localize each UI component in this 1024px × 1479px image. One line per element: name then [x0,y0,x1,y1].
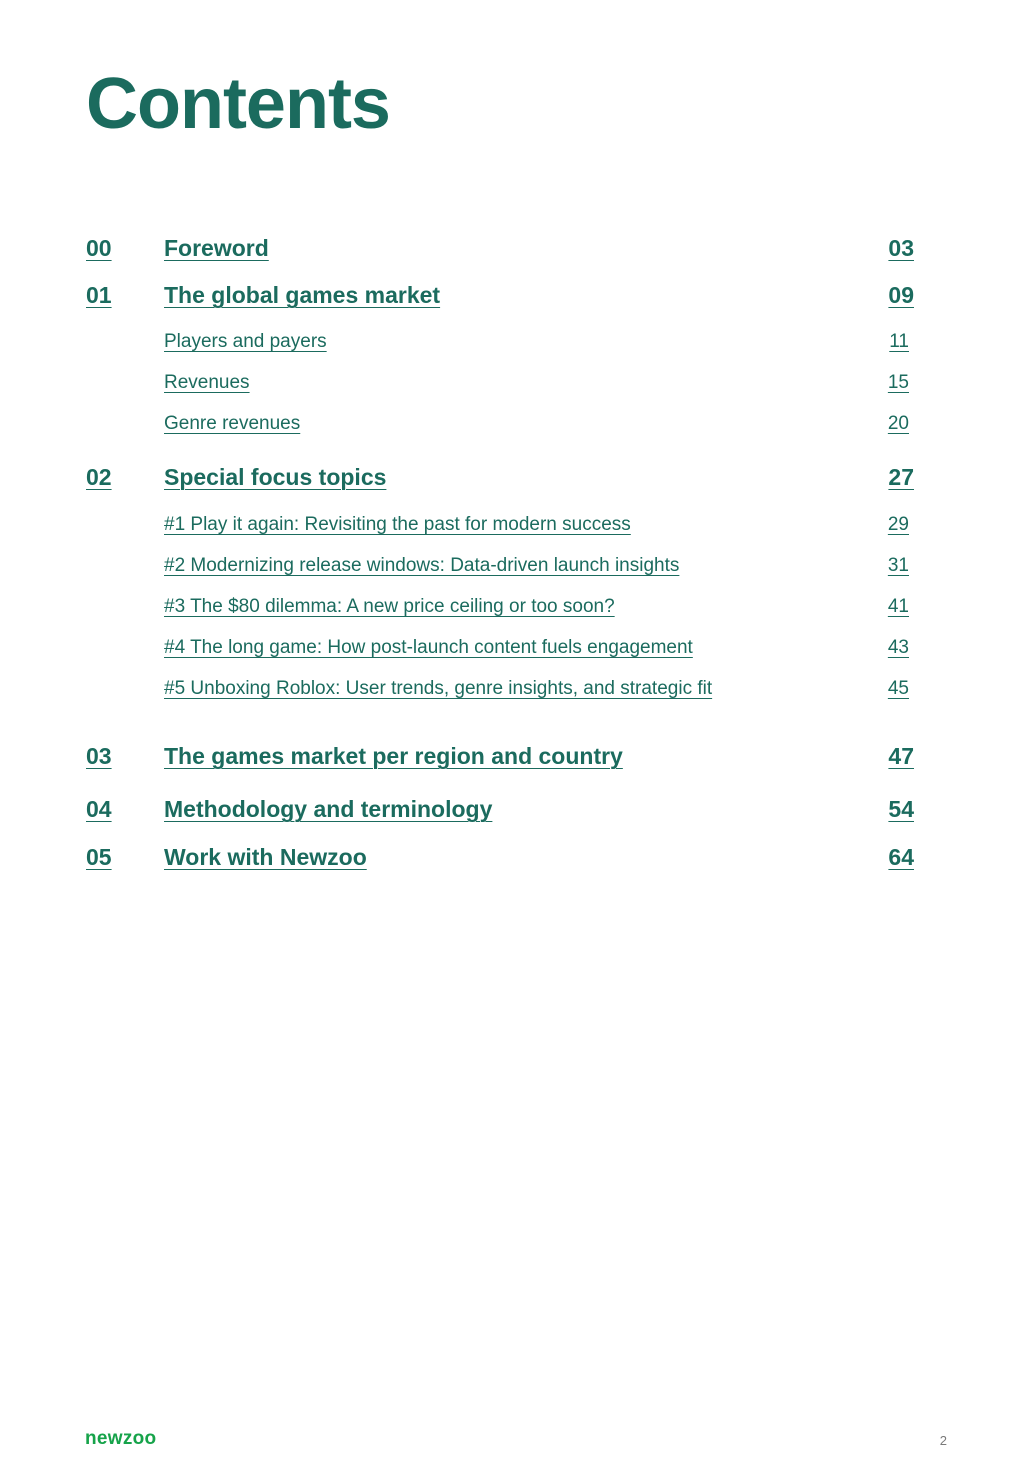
toc-section-title[interactable]: The games market per region and country [164,743,623,769]
toc-section-number[interactable]: 05 [86,844,112,870]
toc-page-number[interactable]: 11 [889,331,909,352]
toc-page-number[interactable]: 41 [887,596,909,617]
toc-page-number[interactable]: 31 [887,555,909,576]
toc-page-number[interactable]: 20 [887,413,909,434]
toc-section-number[interactable]: 02 [86,464,112,490]
toc-subsection-title[interactable]: Revenues [164,372,250,393]
toc-page-number[interactable]: 09 [888,282,914,308]
toc-section-number[interactable]: 03 [86,743,112,769]
toc-subsection-title[interactable]: Players and payers [164,331,327,352]
toc-section-title[interactable]: The global games market [164,282,441,308]
toc-section-title[interactable]: Special focus topics [164,464,387,490]
toc-page-number[interactable]: 54 [888,796,914,822]
newzoo-logo: newzoo [85,1428,157,1449]
toc-page-number[interactable]: 43 [887,637,909,658]
page-title: Contents [86,64,390,144]
toc-page-number[interactable]: 47 [888,743,914,769]
toc-page-number[interactable]: 27 [888,464,914,490]
toc-subsection-title[interactable]: Genre revenues [164,413,301,434]
toc-page-number[interactable]: 03 [888,235,914,261]
toc-section-title[interactable]: Methodology and terminology [164,796,493,822]
toc-subsection-title[interactable]: #4 The long game: How post-launch content fuels engagement [164,637,693,658]
toc-subsection-title[interactable]: #3 The $80 dilemma: A new price ceiling or too soon? [164,596,615,617]
toc-subsection-title[interactable]: #5 Unboxing Roblox: User trends, genre insights, and strategic fit [164,678,713,699]
toc-page-number[interactable]: 29 [887,514,909,535]
toc-page-number[interactable]: 15 [887,372,909,393]
toc-section-number[interactable]: 04 [86,796,112,822]
toc-section-number[interactable]: 01 [86,282,112,308]
toc-section-title[interactable]: Foreword [164,235,269,261]
page-number: 2 [939,1433,947,1448]
toc-page-number[interactable]: 45 [887,678,909,699]
toc-section-title[interactable]: Work with Newzoo [164,844,367,870]
toc-subsection-title[interactable]: #2 Modernizing release windows: Data-driven launch insights [164,555,680,576]
toc-page-number[interactable]: 64 [888,844,914,870]
toc-section-number[interactable]: 00 [86,235,112,261]
toc-subsection-title[interactable]: #1 Play it again: Revisiting the past for modern success [164,514,631,535]
